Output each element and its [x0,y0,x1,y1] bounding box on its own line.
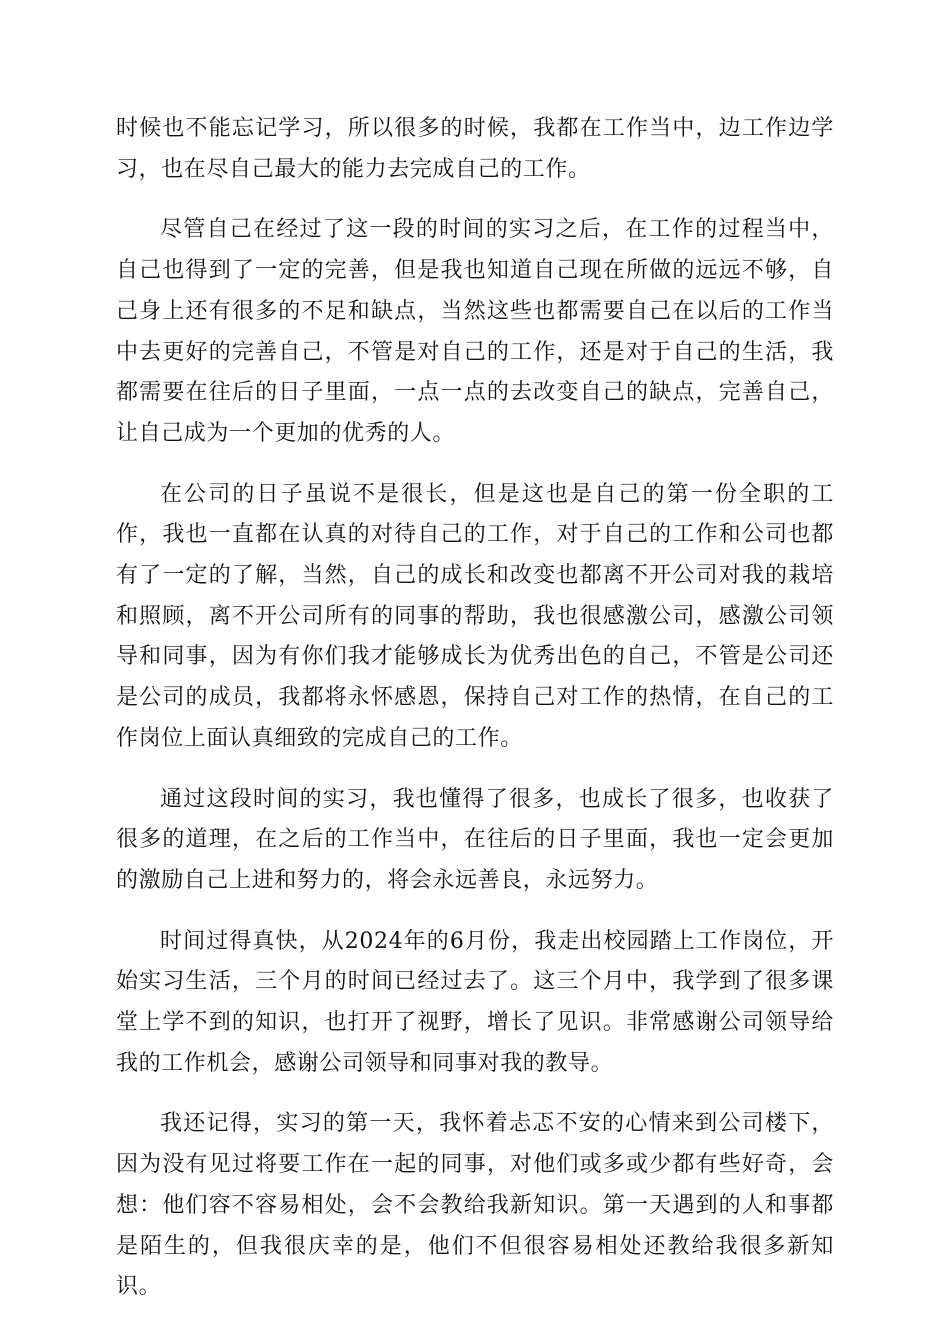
paragraph: 尽管自己在经过了这一段的时间的实习之后，在工作的过程当中，自己也得到了一定的完善，但是我也知道自己现在所做的远远不够，自己身上还有很多的不足和缺点，当然这些也都需要自己在以后的工作当中去更好的完善自己，不管是对自己的工作，还是对于自己的生活，我都需要在往后的日子里面，一点一点的去改变自己的缺点，完善自己，让自己成为一个更加的优秀的人。 [116,217,834,446]
paragraph: 我还记得，实习的第一天，我怀着忐忑不安的心情来到公司楼下，因为没有见过将要工作在一起的同事，对他们或多或少都有些好奇，会想：他们容不容易相处，会不会教给我新知识。第一天遇到的人和事都是陌生的，但我很庆幸的是，他们不但很容易相处还教给我很多新知识。 [116,1111,834,1300]
document-body [116,109,834,1328]
paragraph-continuation: 时候也不能忘记学习，所以很多的时候，我都在工作当中，边工作边学习，也在尽自己最大的能力去完成自己的工作。 [116,116,834,182]
paragraph: 时间过得真快，从2024年的6月份，我走出校园踏上工作岗位，开始实习生活，三个月的时间已经过去了。这三个月中，我学到了很多课堂上学不到的知识，也打开了视野，增长了见识。非常感谢公司领导给我的工作机会，感谢公司领导和同事对我的教导。 [116,928,834,1076]
paragraph: 在公司的日子虽说不是很长，但是这也是自己的第一份全职的工作，我也一直都在认真的对待自己的工作，对于自己的工作和公司也都有了一定的了解，当然，自己的成长和改变也都离不开公司对我的栽培和照顾，离不开公司所有的同事的帮助，我也很感激公司，感激公司领导和同事，因为有你们我才能够成长为优秀出色的自己，不管是公司还是公司的成员，我都将永怀感恩，保持自己对工作的热情，在自己的工作岗位上面认真细致的完成自己的工作。 [116,481,834,751]
paragraph: 通过这段时间的实习，我也懂得了很多，也成长了很多，也收获了很多的道理，在之后的工作当中，在往后的日子里面，我也一定会更加的激励自己上进和努力的，将会永远善良，永远努力。 [116,786,834,893]
